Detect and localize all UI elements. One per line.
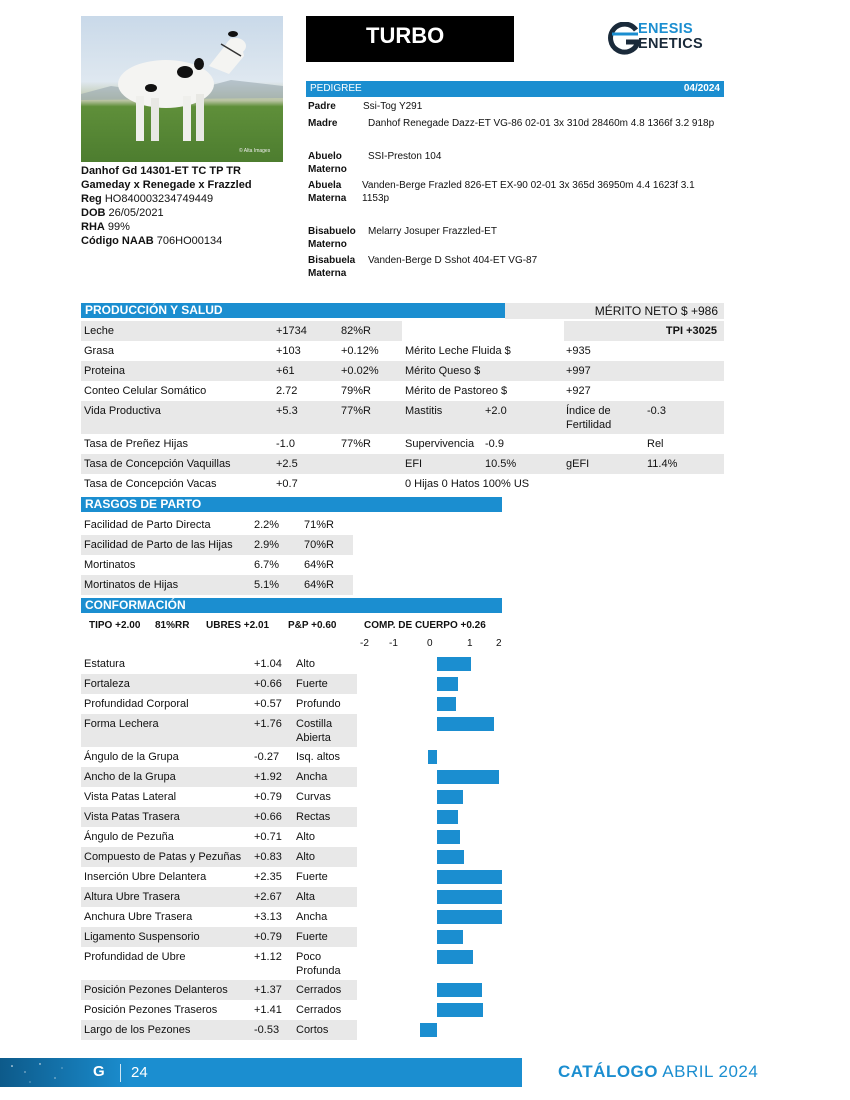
madre-label: Madre — [308, 118, 338, 129]
index-label: Mérito de Pastoreo $ — [405, 385, 508, 397]
prod-value: -1.0 — [276, 438, 295, 450]
footer-bar — [0, 1058, 522, 1087]
rha-line — [81, 220, 301, 234]
pedigree-date: 04/2024 — [683, 83, 720, 94]
parto-trait: Facilidad de Parto de las Hijas — [84, 539, 233, 551]
table-row — [81, 787, 357, 807]
pedigree-header — [306, 81, 724, 97]
trait-description: Cerrados — [296, 984, 342, 996]
fertility-value: -0.3 — [647, 405, 666, 417]
table-row — [81, 714, 357, 747]
table-row — [81, 927, 357, 947]
table-row — [81, 434, 724, 454]
merito-neto: MÉRITO NETO $ +986 — [505, 303, 724, 319]
mastitis-value: +2.0 — [485, 405, 507, 417]
naab-value: 706HO00134 — [156, 235, 223, 247]
rha-value: 99% — [107, 221, 130, 233]
prod-trait: Tasa de Concepción Vaquillas — [84, 458, 231, 470]
cow-info-block — [81, 164, 301, 248]
trait-value: +1.04 — [254, 658, 282, 670]
bull-name-title: TURBO — [306, 16, 514, 62]
pp-score: P&P +0.60 — [288, 620, 337, 631]
prod-trait: Tasa de Preñez Hijas — [84, 438, 188, 450]
naab-line — [81, 234, 301, 248]
prod-rel: 77%R — [341, 405, 371, 417]
photo-credit: © Alta Images — [239, 148, 271, 154]
trait-name: Estatura — [84, 658, 125, 670]
logo-text-bottom: ENETICS — [638, 36, 703, 52]
table-row — [81, 341, 724, 361]
trait-description: Alto — [296, 851, 315, 863]
footer-divider — [120, 1064, 121, 1082]
parto-header: RASGOS DE PARTO — [81, 497, 502, 512]
trait-description: Ancha — [296, 911, 328, 923]
trait-value: +0.66 — [254, 811, 282, 823]
conformacion-header: CONFORMACIÓN — [81, 598, 502, 613]
trait-bar — [437, 810, 458, 824]
trait-description: Fuerte — [296, 678, 328, 690]
table-row — [81, 575, 353, 595]
table-row — [81, 674, 357, 694]
parto-value: 5.1% — [254, 579, 280, 591]
dob-label: DOB — [81, 207, 106, 219]
trait-bar — [437, 677, 458, 691]
prod-trait: Tasa de Concepción Vacas — [84, 478, 217, 490]
trait-bar — [437, 717, 494, 731]
padre-label: Padre — [308, 101, 336, 112]
prod-rel: 77%R — [341, 438, 371, 450]
table-row — [81, 381, 724, 401]
trait-description: Poco Profunda — [296, 951, 341, 977]
trait-value: +0.83 — [254, 851, 282, 863]
page-number: 24 — [131, 1064, 148, 1081]
table-row — [81, 321, 724, 341]
trait-description: Profundo — [296, 698, 341, 710]
table-row — [81, 654, 357, 674]
parto-trait: Facilidad de Parto Directa — [84, 519, 211, 531]
trait-bar — [437, 890, 502, 904]
trait-value: +3.13 — [254, 911, 282, 923]
table-row — [81, 535, 353, 555]
prod-value: +0.7 — [276, 478, 298, 490]
tipo-rel: 81%RR — [155, 620, 190, 631]
catalog-title-rest: ABRIL 2024 — [658, 1062, 759, 1081]
naab-label: Código NAAB — [81, 235, 154, 247]
trait-name: Fortaleza — [84, 678, 130, 690]
trait-name: Ángulo de la Grupa — [84, 751, 179, 763]
prod-value: +1734 — [276, 325, 307, 337]
prod-rel: +0.12% — [341, 345, 379, 357]
table-row — [81, 847, 357, 867]
cow-full-name: Danhof Gd 14301-ET TC TP TR — [81, 165, 241, 177]
bisabuela-value: Vanden-Berge D Sshot 404-ET VG-87 — [368, 255, 538, 266]
reg-line — [81, 192, 301, 206]
catalog-title — [558, 1062, 758, 1082]
prod-trait: Vida Productiva — [84, 405, 161, 417]
efi-label: EFI — [405, 458, 423, 470]
parto-value: 6.7% — [254, 559, 280, 571]
gefi-label: gEFI — [566, 458, 590, 470]
trait-description: Costilla Abierta — [296, 718, 333, 744]
trait-value: +0.71 — [254, 831, 282, 843]
tipo-score: TIPO +2.00 — [89, 620, 141, 631]
trait-bar — [437, 930, 463, 944]
table-row — [81, 694, 357, 714]
table-row — [81, 555, 353, 575]
prod-trait: Proteina — [84, 365, 125, 377]
bisabuela-label: Bisabuela Materna — [308, 255, 356, 279]
table-row — [81, 907, 357, 927]
table-row — [81, 454, 724, 474]
footer-logo-icon: G — [93, 1063, 105, 1080]
index-value: -0.9 — [485, 438, 504, 450]
rel-label: Rel — [647, 438, 664, 450]
pedigree-title: PEDIGREE — [310, 83, 362, 94]
table-row — [81, 474, 724, 494]
catalog-title-bold: CATÁLOGO — [558, 1062, 659, 1081]
trait-name: Ángulo de Pezuña — [84, 831, 174, 843]
trait-name: Ancho de la Grupa — [84, 771, 176, 783]
trait-bar — [437, 850, 464, 864]
prod-rel: 82%R — [341, 325, 371, 337]
table-row — [81, 807, 357, 827]
reg-value: HO840003234749449 — [104, 193, 214, 205]
prod-value: +5.3 — [276, 405, 298, 417]
table-row — [81, 1020, 357, 1040]
trait-value: +1.41 — [254, 1004, 282, 1016]
abuelo-label: Abuelo Materno — [308, 151, 347, 175]
trait-value: -0.53 — [254, 1024, 280, 1036]
parto-rel: 71%R — [304, 519, 334, 531]
table-row — [81, 980, 357, 1000]
index-label: Mérito Leche Fluida $ — [405, 345, 511, 357]
trait-description: Cortos — [296, 1024, 329, 1036]
tpi-value: TPI +3025 — [665, 325, 717, 337]
footer-dots-decoration — [0, 1058, 70, 1087]
scale-tick: 1 — [467, 638, 473, 649]
table-row — [81, 515, 353, 535]
cow-illustration — [81, 16, 283, 162]
trait-value: +1.92 — [254, 771, 282, 783]
trait-name: Anchura Ubre Trasera — [84, 911, 193, 923]
prod-trait: Leche — [84, 325, 114, 337]
trait-description: Alto — [296, 831, 315, 843]
prod-value: +2.5 — [276, 458, 298, 470]
bisabuelo-value: Melarry Josuper Frazzled-ET — [368, 226, 497, 237]
prod-trait: Conteo Celular Somático — [84, 385, 207, 397]
parto-value: 2.2% — [254, 519, 280, 531]
prod-value: +103 — [276, 345, 301, 357]
trait-value: +1.12 — [254, 951, 282, 963]
trait-description: Fuerte — [296, 871, 328, 883]
trait-bar — [428, 750, 437, 764]
parto-rel: 64%R — [304, 579, 334, 591]
madre-value: Danhof Renegade Dazz-ET VG-86 02-01 3x 310d 28460m 4.8 1366f 3.2 918p — [368, 118, 715, 129]
scale-tick: -1 — [389, 638, 398, 649]
trait-name: Altura Ubre Trasera — [84, 891, 180, 903]
trait-bar — [437, 657, 471, 671]
abuelo-value: SSI-Preston 104 — [368, 151, 442, 162]
trait-bar — [437, 950, 473, 964]
trait-description: Alto — [296, 658, 315, 670]
trait-bar — [437, 697, 456, 711]
table-row — [81, 827, 357, 847]
trait-bar — [437, 983, 482, 997]
genesis-logo-icon — [608, 22, 642, 56]
gefi-value: 11.4% — [647, 458, 678, 470]
trait-bar — [437, 910, 502, 924]
trait-bar — [437, 790, 463, 804]
abuela-label: Abuela Materna — [308, 180, 347, 204]
table-row — [81, 767, 357, 787]
trait-description: Alta — [296, 891, 315, 903]
padre-value: Ssi-Tog Y291 — [363, 101, 423, 112]
trait-name: Posición Pezones Delanteros — [84, 984, 228, 996]
comp-score: COMP. DE CUERPO +0.26 — [364, 620, 486, 631]
trait-value: +0.79 — [254, 791, 282, 803]
produccion-header: PRODUCCIÓN Y SALUD — [81, 303, 505, 318]
parto-rel: 64%R — [304, 559, 334, 571]
daughters-herds: 0 Hijas 0 Hatos 100% US — [405, 478, 530, 490]
trait-value: +0.66 — [254, 678, 282, 690]
index-value: +927 — [566, 385, 591, 397]
genesis-genetics-logo — [608, 20, 718, 56]
reg-label: Reg — [81, 193, 102, 205]
table-row — [81, 947, 357, 980]
parto-rel: 70%R — [304, 539, 334, 551]
trait-bar — [437, 1003, 483, 1017]
parto-trait: Mortinatos — [84, 559, 136, 571]
scale-tick: -2 — [360, 638, 369, 649]
trait-name: Compuesto de Patas y Pezuñas — [84, 851, 242, 863]
trait-bar — [437, 770, 499, 784]
trait-description: Ancha — [296, 771, 328, 783]
trait-value: +0.57 — [254, 698, 282, 710]
scale-tick: 2 — [496, 638, 502, 649]
index-value: +997 — [566, 365, 591, 377]
trait-name: Ligamento Suspensorio — [84, 931, 200, 943]
dob-line — [81, 206, 301, 220]
trait-description: Isq. altos — [296, 751, 341, 763]
trait-value: -0.27 — [254, 751, 280, 763]
trait-name: Posición Pezones Traseros — [84, 1004, 218, 1016]
bar-scale — [0, 638, 850, 652]
table-row — [81, 887, 357, 907]
trait-value: +2.67 — [254, 891, 282, 903]
rha-label: RHA — [81, 221, 105, 233]
trait-value: +2.35 — [254, 871, 282, 883]
trait-name: Vista Patas Lateral — [84, 791, 177, 803]
prod-trait: Grasa — [84, 345, 114, 357]
bull-photo — [81, 16, 283, 162]
index-value: +935 — [566, 345, 591, 357]
table-row — [81, 867, 357, 887]
trait-description: Curvas — [296, 791, 331, 803]
trait-value: +0.79 — [254, 931, 282, 943]
ubres-score: UBRES +2.01 — [206, 620, 270, 631]
prod-rel: +0.02% — [341, 365, 379, 377]
trait-name: Profundidad de Ubre — [84, 951, 186, 963]
prod-value: 2.72 — [276, 385, 298, 397]
index-label: Mérito Queso $ — [405, 365, 481, 377]
abuela-value: Vanden-Berge Frazled 826-ET EX-90 02-01 3x 365d 36950m 4.4 1623f 3.1 1153p — [362, 180, 695, 204]
index-label: Supervivencia — [405, 438, 475, 450]
trait-bar — [420, 1023, 437, 1037]
trait-description: Rectas — [296, 811, 331, 823]
efi-value: 10.5% — [485, 458, 517, 470]
parto-value: 2.9% — [254, 539, 280, 551]
bisabuelo-label: Bisabuelo Materno — [308, 226, 356, 250]
table-row — [81, 747, 357, 767]
trait-bar — [437, 870, 502, 884]
trait-name: Profundidad Corporal — [84, 698, 189, 710]
trait-description: Fuerte — [296, 931, 328, 943]
cow-lineage: Gameday x Renegade x Frazzled — [81, 179, 252, 191]
trait-value: +1.76 — [254, 718, 282, 730]
trait-bar — [437, 830, 460, 844]
table-row — [81, 361, 724, 381]
logo-text-top: ENESIS — [638, 21, 693, 37]
trait-name: Inserción Ubre Delantera — [84, 871, 207, 883]
table-row — [81, 401, 724, 434]
dob-value: 26/05/2021 — [108, 207, 164, 219]
trait-description: Cerrados — [296, 1004, 342, 1016]
trait-name: Largo de los Pezones — [84, 1024, 191, 1036]
trait-name: Forma Lechera — [84, 718, 159, 730]
scale-tick: 0 — [427, 638, 433, 649]
prod-rel: 79%R — [341, 385, 371, 397]
trait-value: +1.37 — [254, 984, 282, 996]
table-row — [81, 1000, 357, 1020]
index-label: Mastitis — [405, 405, 443, 417]
parto-trait: Mortinatos de Hijas — [84, 579, 179, 591]
trait-name: Vista Patas Trasera — [84, 811, 180, 823]
fertility-label: Índice de Fertilidad — [566, 405, 612, 431]
prod-value: +61 — [276, 365, 295, 377]
